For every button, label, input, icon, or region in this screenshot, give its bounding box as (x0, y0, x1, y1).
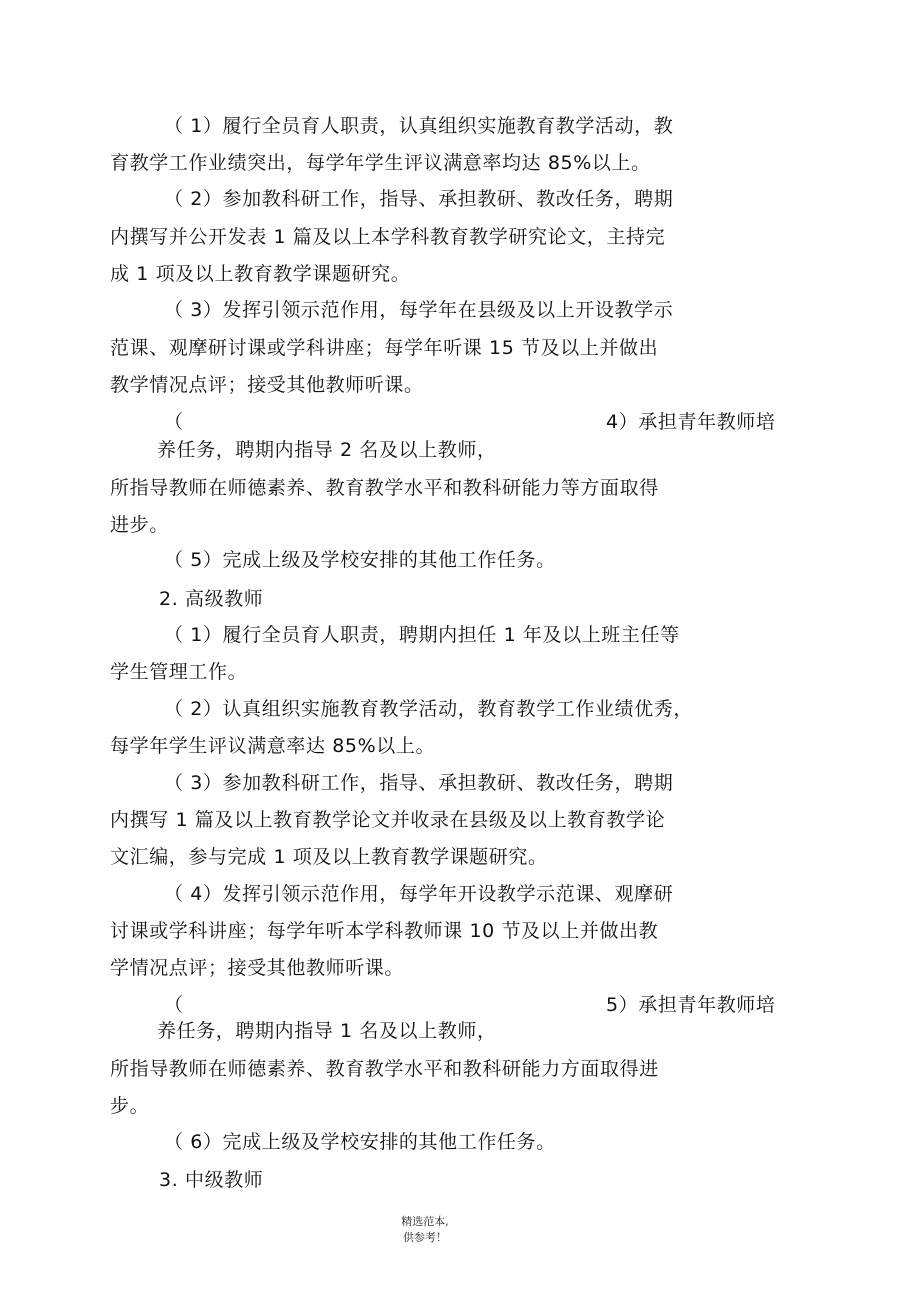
text-line: （ 1）履行全员育人职责，聘期内担任 1 年及以上班主任等 (164, 624, 680, 646)
text-line: 每学年学生评议满意率达 85%以上。 (110, 735, 436, 757)
text-line: （ 3）参加教科研工作，指导、承担教研、教改任务，聘期 (164, 772, 674, 794)
text-line: 范课、观摩研讨课或学科讲座；每学年听课 15 节及以上并做出 (110, 337, 659, 359)
text-line: 4）承担青年教师培 (606, 411, 776, 433)
text-line: 内撰写 1 篇及以上教育教学论文并收录在县级及以上教育教学论 (110, 809, 666, 831)
text-line: （ 1）履行全员育人职责，认真组织实施教育教学活动，教 (164, 115, 674, 137)
footer-note: 供参考！ (403, 1231, 447, 1244)
text-line: （ (164, 994, 184, 1016)
text-line: （ 4）发挥引领示范作用，每学年开设教学示范课、观摩研 (164, 883, 674, 905)
footer-note: 精选范本, (401, 1215, 449, 1228)
text-line: 养任务，聘期内指导 1 名及以上教师， (157, 1020, 497, 1042)
text-line: 文汇编，参与完成 1 项及以上教育教学课题研究。 (110, 846, 548, 868)
text-line: （ (164, 411, 184, 433)
text-line: （ 2）认真组织实施教育教学活动，教育教学工作业绩优秀， (164, 698, 693, 720)
text-line: （ 3）发挥引领示范作用，每学年在县级及以上开设教学示 (164, 299, 674, 321)
text-line: 学情况点评；接受其他教师听课。 (110, 957, 405, 979)
text-line: 所指导教师在师德素养、教育教学水平和教科研能力等方面取得 (110, 477, 659, 499)
text-line: （ 5）完成上级及学校安排的其他工作任务。 (164, 549, 556, 571)
text-line: 内撰写并公开发表 1 篇及以上本学科教育教学研究论文，主持完 (110, 226, 666, 248)
text-line: 养任务，聘期内指导 2 名及以上教师， (157, 439, 497, 461)
section-heading: 3. 中级教师 (159, 1169, 264, 1191)
text-line: 教学情况点评；接受其他教师听课。 (110, 374, 424, 396)
text-line: （ 2）参加教科研工作，指导、承担教研、教改任务，聘期 (164, 188, 674, 210)
text-line: 进步。 (110, 514, 169, 536)
section-heading: 2. 高级教师 (159, 588, 264, 610)
text-line: 讨课或学科讲座；每学年听本学科教师课 10 节及以上并做出教 (110, 920, 659, 942)
text-line: 育教学工作业绩突出，每学年学生评议满意率均达 85%以上。 (110, 152, 651, 174)
text-line: （ 6）完成上级及学校安排的其他工作任务。 (164, 1131, 556, 1153)
text-line: 成 1 项及以上教育教学课题研究。 (110, 263, 411, 285)
text-line: 步。 (110, 1095, 150, 1117)
text-line: 学生管理工作。 (110, 661, 248, 683)
text-line: 5）承担青年教师培 (606, 994, 776, 1016)
text-line: 所指导教师在师德素养、教育教学水平和教科研能力方面取得进 (110, 1058, 659, 1080)
